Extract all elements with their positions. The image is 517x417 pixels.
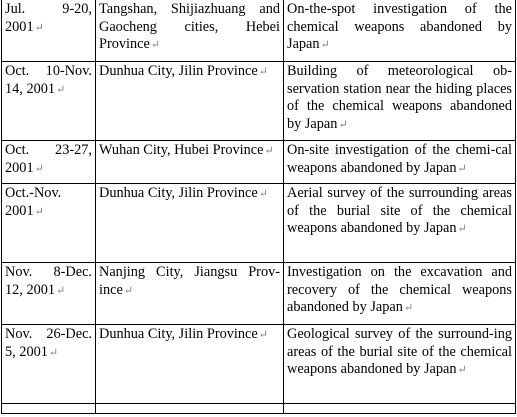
return-mark-icon: ↵: [320, 39, 330, 51]
date-cell: [2, 184, 96, 263]
location-cell: [96, 325, 284, 404]
activity-text: Building of meteorological ob-servation station near the hiding places of the chemical weapons abandoned by Japan: [287, 63, 512, 132]
date-cell: [2, 263, 96, 325]
date-cell: [2, 0, 96, 62]
return-mark-icon: ↵: [258, 66, 268, 78]
date-cell: [2, 141, 96, 184]
table-row: [2, 141, 516, 184]
location-text: Tangshan, Shijiazhuang and Gaocheng cities, Hebei Province: [99, 1, 280, 52]
return-mark-icon: ↵: [150, 39, 161, 51]
date-text: Nov. 8-Dec. 12, 2001: [5, 264, 92, 298]
activity-text: On-site investigation of the chemi-cal weapons abandoned by Japan: [287, 142, 512, 176]
return-mark-icon: ↵: [48, 346, 59, 359]
activity-cell: [284, 141, 516, 184]
location-cell: [96, 62, 284, 141]
empty-cell: [2, 404, 96, 414]
empty-cell: [284, 404, 516, 414]
return-mark-icon: ↵: [264, 145, 274, 157]
activity-text: Aerial survey of the surrounding areas of the burial site of the chemical weapons abandoned by Japan: [287, 185, 512, 236]
date-cell: [2, 62, 96, 141]
return-mark-icon: ↵: [457, 364, 467, 376]
return-mark-icon: ↵: [56, 83, 66, 96]
activity-text: Investigation on the excavation and recovery of the chemical weapons abandoned by Japan: [287, 264, 512, 315]
return-mark-icon: ↵: [34, 162, 44, 175]
table-row: [2, 62, 516, 141]
activity-cell: [284, 325, 516, 404]
return-mark-icon: ↵: [457, 223, 467, 235]
date-text: Oct. 10-Nov. 14, 2001: [5, 63, 92, 97]
table-row: [2, 184, 516, 263]
location-text: Dunhua City, Jilin Province: [99, 185, 258, 201]
return-mark-icon: ↵: [258, 329, 268, 341]
date-text: Oct. 23-27, 2001: [5, 142, 92, 176]
location-cell: [96, 0, 284, 62]
table-row: [2, 325, 516, 404]
activity-text: On-the-spot investigation of the chemical weapons abandoned by Japan: [287, 1, 512, 52]
activity-cell: [284, 0, 516, 62]
return-mark-icon: ↵: [34, 21, 44, 34]
activity-cell: [284, 263, 516, 325]
location-cell: [96, 263, 284, 325]
return-mark-icon: ↵: [338, 118, 348, 131]
table-row-partial: [2, 404, 516, 414]
location-cell: [96, 141, 284, 184]
table-row: [2, 263, 516, 325]
location-cell: [96, 184, 284, 263]
return-mark-icon: ↵: [34, 205, 44, 218]
activities-table: [1, 0, 516, 414]
return-mark-icon: ↵: [457, 162, 467, 175]
activity-text: Geological survey of the surround-ing areas of the burial site of the chemical weapons abandoned by Japan: [287, 326, 512, 377]
return-mark-icon: ↵: [56, 284, 66, 297]
return-mark-icon: ↵: [258, 188, 268, 200]
location-text: Nanjing City, Jiangsu Prov-ince: [99, 264, 280, 298]
return-mark-icon: ↵: [123, 284, 134, 297]
date-text: Jul. 9-20, 2001: [5, 1, 92, 35]
date-text: Nov. 26-Dec. 5, 2001: [5, 326, 92, 360]
activity-cell: [284, 184, 516, 263]
return-mark-icon: ↵: [403, 302, 414, 314]
date-cell: [2, 325, 96, 404]
empty-cell: [96, 404, 284, 414]
date-text: Oct.-Nov. 2001: [5, 185, 62, 219]
location-text: Dunhua City, Jilin Province: [99, 326, 258, 342]
location-text: Dunhua City, Jilin Province: [99, 63, 258, 79]
location-text: Wuhan City, Hubei Province: [99, 142, 264, 158]
table-row: [2, 0, 516, 62]
activity-cell: [284, 62, 516, 141]
